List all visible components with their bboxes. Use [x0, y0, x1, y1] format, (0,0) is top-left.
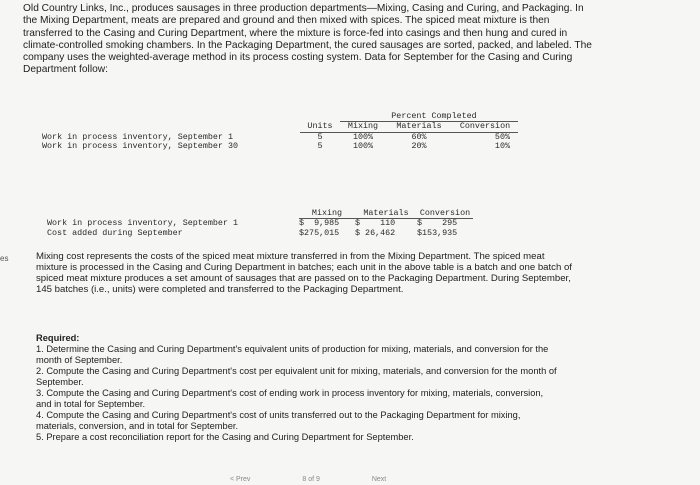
units-cell: 5	[317, 141, 323, 152]
required-line: and in total for September.	[36, 399, 146, 409]
cost-table	[47, 209, 473, 238]
required-line: 1. Determine the Casing and Curing Department's equivalent units of production for mixing, materials, and conversion for the	[36, 344, 549, 354]
materials-cell: 20%	[411, 141, 427, 152]
conversion-cell: $153,935	[417, 227, 458, 238]
units-header: Units	[307, 121, 333, 132]
materials-header: Materials	[386, 122, 452, 132]
table-row	[47, 229, 473, 238]
intro-line: company uses the weighted-average method in its process costing system. Data for September for the Casing and Curing	[23, 52, 573, 64]
intro-line: the Mixing Department, meats are prepared and ground and then mixed with spices. The spiced meat mixture is then	[23, 15, 550, 27]
mixing-cell: $275,015	[299, 227, 340, 238]
materials-cell: $ 26,462	[355, 227, 396, 238]
required-line: 2. Compute the Casing and Curing Department's cost per equivalent unit for mixing, materials, and conversion for the month of	[36, 366, 557, 376]
required-line: 5. Prepare a cost reconciliation report for the Casing and Curing Department for September.	[36, 432, 414, 442]
materials-cell: $ 110	[355, 219, 417, 229]
required-line: 4. Compute the Casing and Curing Department's cost of units transferred out to the Packaging Department for mixing,	[36, 410, 521, 420]
intro-line: transferred to the Casing and Curing Department, where the mixture is force-fed into casings and then hung and cured in	[23, 27, 568, 39]
mixing-cell: 100%	[352, 141, 374, 152]
mixing-cell: $ 9,985	[299, 219, 355, 229]
mixing-header: Mixing	[311, 208, 343, 218]
intro-line: Old Country Links, Inc., produces sausages in three production departments—Mixing, Casing and Curing, and Packaging. In	[23, 3, 584, 14]
conversion-cell: 50%	[452, 132, 518, 142]
table-row	[42, 142, 518, 151]
units-cell: 5	[300, 132, 340, 142]
intro-line: Department follow:	[23, 64, 108, 76]
percent-completed-table	[42, 112, 518, 152]
next-button[interactable]: Next	[371, 476, 387, 483]
row-label: Work in process inventory, September 30	[42, 141, 239, 152]
required-line: September.	[36, 377, 84, 387]
paragraph-line: mixture is processed in the Casing and Curing Department in batches; each unit in the above table is a batch and one batch of	[36, 262, 572, 274]
required-heading: Required:	[36, 333, 80, 343]
paragraph-line: spiced meat mixture produces a set amount of sausages that are passed on to the Packaging Department. During September,	[36, 273, 571, 285]
intro-line: climate-controlled smoking chambers. In the Packaging Department, the cured sausages are sorted, packed, and labeled. The	[23, 39, 592, 51]
prev-button[interactable]: < Prev	[230, 476, 251, 483]
required-section	[36, 333, 691, 443]
required-line: month of September.	[36, 355, 123, 365]
intro-paragraph	[23, 3, 695, 77]
side-fragment-label: es	[0, 254, 9, 263]
pager	[230, 476, 436, 483]
mixing-cell: 100%	[340, 132, 386, 142]
conversion-header: Conversion	[452, 122, 518, 132]
mixing-cost-paragraph	[36, 251, 691, 295]
conversion-cell: 10%	[494, 141, 510, 152]
percent-completed-header: Percent Completed	[391, 111, 477, 121]
paragraph-line: Mixing cost represents the costs of the spiced meat mixture transferred in from the Mixing Department. The spiced meat	[36, 251, 545, 262]
row-label: Cost added during September	[47, 227, 183, 238]
required-line: materials, conversion, and in total for September.	[36, 421, 239, 431]
page-indicator: 8 of 9	[302, 476, 320, 483]
required-line: 3. Compute the Casing and Curing Department's cost of ending work in process inventory for mixing, materials, conversion,	[36, 388, 544, 398]
mixing-header: Mixing	[340, 122, 386, 132]
materials-cell: 60%	[386, 132, 452, 142]
conversion-header: Conversion	[419, 208, 471, 218]
conversion-cell: $ 295	[417, 219, 473, 229]
row-label: Work in process inventory, September 1	[42, 131, 233, 142]
materials-header: Materials	[363, 208, 409, 218]
row-label: Work in process inventory, September 1	[47, 218, 238, 229]
paragraph-line: 145 batches (i.e., units) were completed and transferred to the Packaging Department.	[36, 284, 404, 296]
